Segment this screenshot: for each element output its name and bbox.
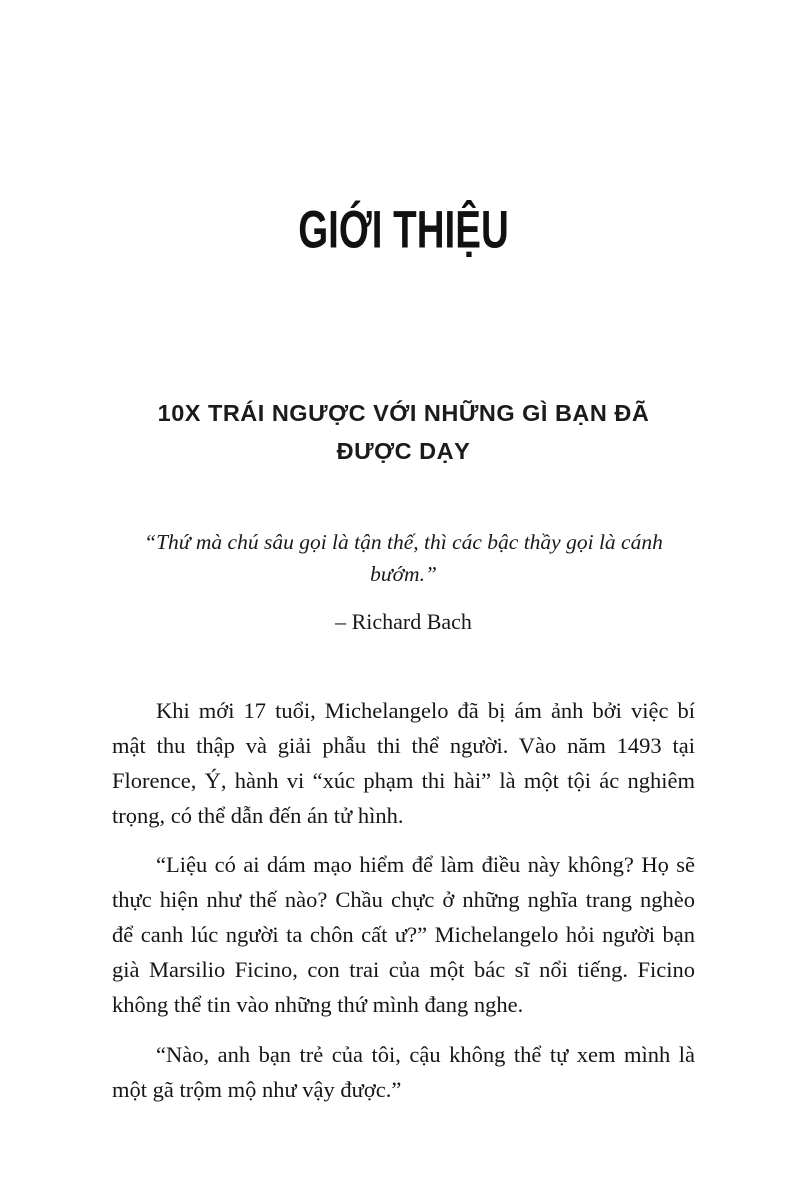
paragraph: “Nào, anh bạn trẻ của tôi, cậu không thể tự xem mình là một gã trộm mộ như vậy được.” (112, 1041, 695, 1102)
paragraph: “Liệu có ai dám mạo hiểm để làm điều này không? Họ sẽ thực hiện như thế nào? Chầu chực ở những nghĩa trang nghèo để canh lúc người ta chôn cất ư?” Michelangelo hỏi người bạn già Marsilio Ficino, con trai của một bác sĩ nổi tiếng. Ficino không thể tin vào những thứ mình đang nghe. (112, 852, 695, 1018)
page-content (112, 0, 695, 1121)
epigraph (112, 526, 695, 635)
chapter-title: GIỚI THIỆU (298, 199, 509, 259)
paragraph: Khi mới 17 tuổi, Michelangelo đã bị ám ảnh bởi việc bí mật thu thập và giải phẫu thi thể người. Vào năm 1493 tại Florence, Ý, hành vi “xúc phạm thi hài” là một tội ác nghiêm trọng, có thể dẫn đến án tử hình. (112, 697, 695, 828)
section-heading: 10X TRÁI NGƯỢC VỚI NHỮNG GÌ BẠN ĐÃ ĐƯỢC DẠY (157, 400, 650, 464)
epigraph-quote: “Thứ mà chú sâu gọi là tận thế, thì các bậc thầy gọi là cánh bướm.” (144, 530, 663, 587)
epigraph-attribution: – Richard Bach (335, 608, 472, 634)
body-text (112, 693, 695, 1107)
